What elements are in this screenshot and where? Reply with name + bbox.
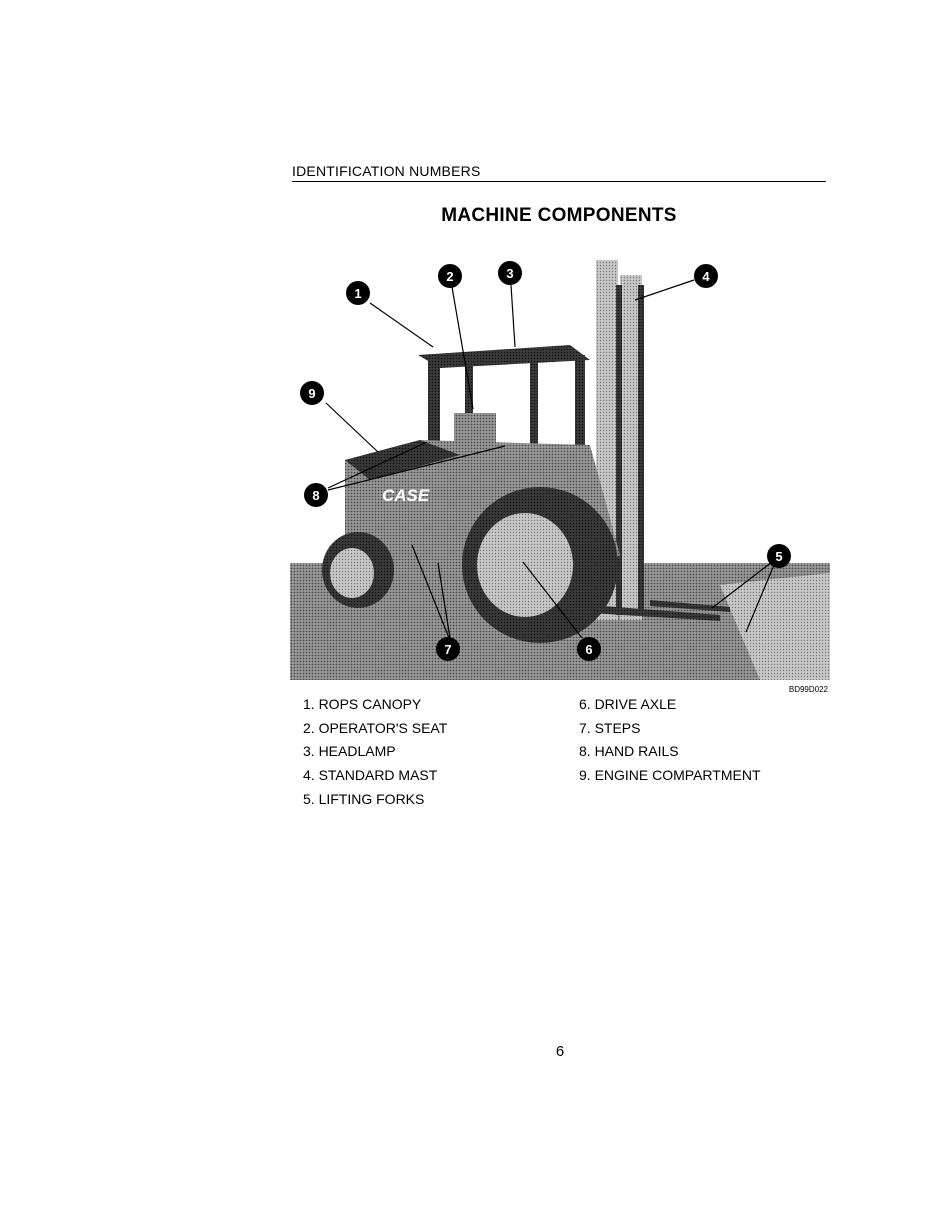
- svg-text:6: 6: [585, 642, 593, 657]
- svg-text:2: 2: [446, 269, 454, 284]
- figure-ref-code: BD99D022: [788, 685, 828, 694]
- forklift-figure: [290, 255, 830, 695]
- front-wheel: [462, 487, 618, 643]
- legend-item: 4. STANDARD MAST: [303, 767, 438, 784]
- legend-column-2: [579, 693, 761, 788]
- legend-item: 9. ENGINE COMPARTMENT: [579, 767, 761, 784]
- callout-4: [694, 264, 718, 288]
- svg-text:3: 3: [506, 266, 514, 281]
- callout-2: [438, 264, 462, 288]
- svg-text:1: 1: [354, 286, 362, 301]
- legend-item: 6. DRIVE AXLE: [579, 696, 677, 712]
- rear-wheel: [322, 532, 394, 608]
- page-title: MACHINE COMPONENTS: [441, 205, 677, 226]
- callout-1: [346, 281, 370, 305]
- svg-text:4: 4: [702, 269, 710, 284]
- callout-6: [577, 637, 601, 661]
- callout-5: [767, 544, 791, 568]
- legend-item: 1. ROPS CANOPY: [303, 696, 422, 712]
- brand-logo: CASE: [382, 486, 430, 505]
- legend-item: 3. HEADLAMP: [303, 743, 396, 760]
- svg-text:5: 5: [775, 549, 783, 564]
- callout-3: [498, 261, 522, 285]
- callout-8: [304, 483, 328, 507]
- callout-7: [436, 637, 460, 661]
- svg-text:9: 9: [308, 386, 316, 401]
- page-number: 6: [555, 1043, 565, 1060]
- legend-item: 7. STEPS: [579, 719, 641, 736]
- legend-column-1: [303, 693, 447, 812]
- svg-text:7: 7: [444, 642, 452, 657]
- legend-item: 5. LIFTING FORKS: [303, 790, 425, 807]
- callout-9: [300, 381, 324, 405]
- svg-text:8: 8: [312, 488, 320, 503]
- legend-item: 8. HAND RAILS: [579, 743, 679, 760]
- section-header: IDENTIFICATION NUMBERS: [292, 163, 826, 182]
- legend-item: 2. OPERATOR'S SEAT: [303, 719, 448, 736]
